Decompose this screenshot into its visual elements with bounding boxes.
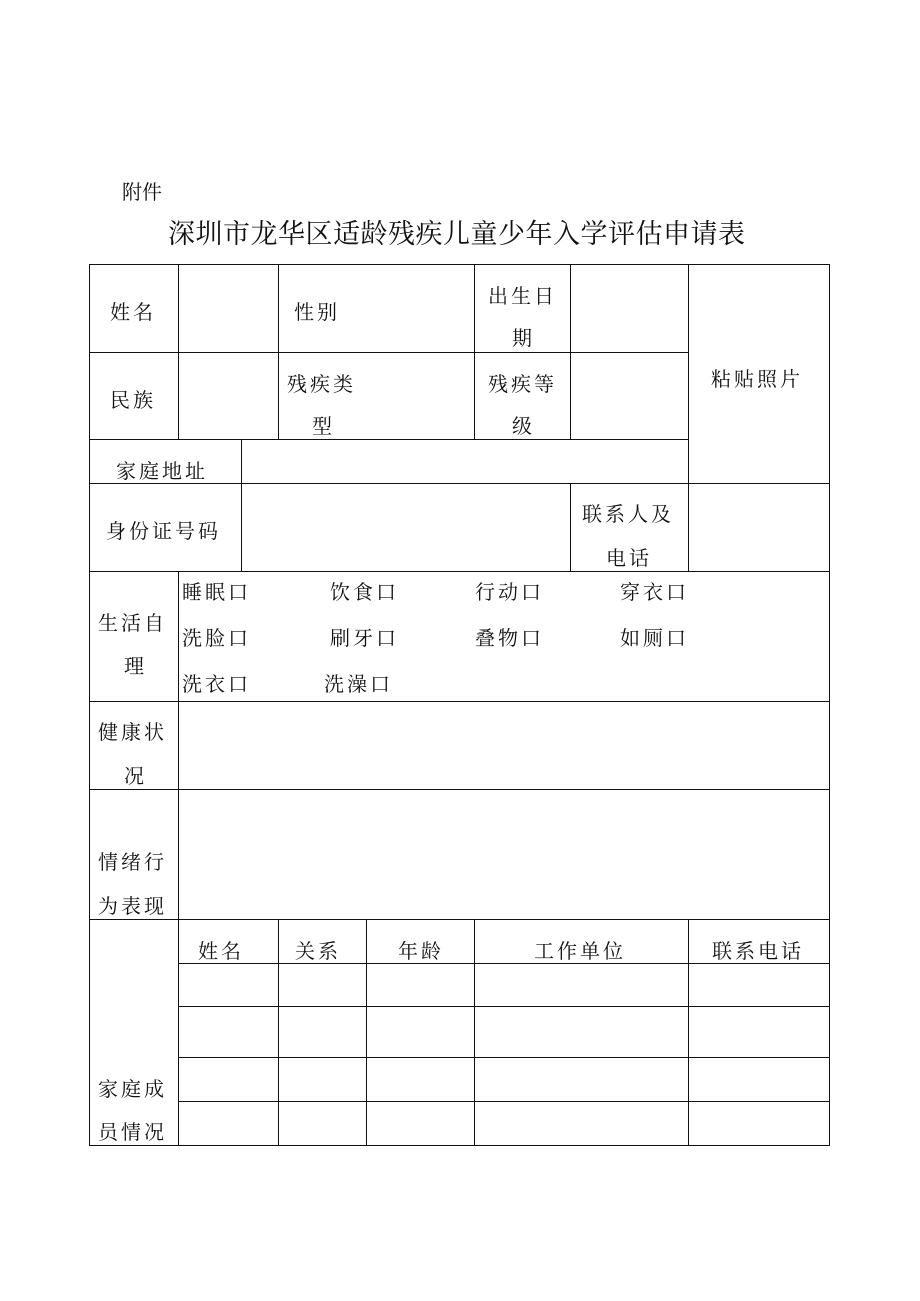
- table-border-bottom: [89, 1145, 830, 1146]
- gender-label: 性别: [294, 300, 340, 324]
- disability-level-label-line1: 残疾等: [488, 372, 557, 396]
- family-col-divider: [278, 919, 279, 1146]
- birth-date-label-line2: 期: [512, 326, 535, 350]
- self-care-label-line1: 生活自: [98, 611, 167, 635]
- attachment-label: 附件: [122, 180, 162, 204]
- id-number-value-field[interactable]: [242, 484, 570, 571]
- photo-label: 粘贴照片: [711, 367, 803, 391]
- health-value-field[interactable]: [179, 702, 829, 789]
- contact-label-line1: 联系人及: [582, 502, 674, 526]
- family-col-divider: [474, 919, 475, 1146]
- self-care-option-face-washing[interactable]: 洗脸口: [182, 626, 251, 650]
- family-row-divider: [178, 1006, 830, 1007]
- self-care-option-eating[interactable]: 饮食口: [330, 580, 399, 604]
- page-title: 深圳市龙华区适龄残疾儿童少年入学评估申请表: [168, 219, 746, 250]
- emotion-value-field[interactable]: [179, 790, 829, 919]
- disability-type-label-line1: 残疾类: [287, 372, 356, 396]
- family-row-divider: [178, 1101, 830, 1102]
- disability-level-label-line2: 级: [512, 414, 535, 438]
- family-col-divider: [366, 919, 367, 1146]
- contact-label-line2: 电话: [606, 546, 652, 570]
- health-label-line2: 况: [124, 764, 147, 788]
- family-header-age: 年龄: [398, 939, 444, 963]
- ethnicity-value-field[interactable]: [179, 353, 278, 439]
- family-header-employer: 工作单位: [534, 939, 626, 963]
- row-divider: [89, 571, 830, 572]
- disability-type-value-field[interactable]: [370, 353, 474, 439]
- gender-value-field[interactable]: [350, 265, 474, 352]
- col-divider: [278, 264, 279, 440]
- emotion-label-line2: 为表现: [98, 894, 167, 918]
- self-care-option-folding[interactable]: 叠物口: [475, 626, 544, 650]
- id-number-label: 身份证号码: [106, 519, 221, 543]
- address-value-field[interactable]: [242, 440, 688, 483]
- table-border-right: [829, 264, 830, 1146]
- disability-type-label-line2: 型: [312, 414, 335, 438]
- ethnicity-label: 民族: [110, 388, 156, 412]
- family-label-line2: 员情况: [98, 1120, 167, 1144]
- self-care-option-mobility[interactable]: 行动口: [475, 580, 544, 604]
- birth-date-value-field[interactable]: [571, 265, 688, 352]
- col-divider: [474, 264, 475, 440]
- self-care-label-line2: 理: [124, 654, 147, 678]
- disability-level-value-field[interactable]: [571, 353, 688, 439]
- self-care-option-tooth-brushing[interactable]: 刷牙口: [330, 626, 399, 650]
- name-value-field[interactable]: [179, 265, 278, 352]
- health-label-line1: 健康状: [98, 720, 167, 744]
- self-care-option-sleep[interactable]: 睡眠口: [182, 580, 251, 604]
- self-care-option-bathing[interactable]: 洗澡口: [324, 672, 393, 696]
- self-care-option-laundry[interactable]: 洗衣口: [182, 672, 251, 696]
- family-header-name: 姓名: [198, 939, 244, 963]
- emotion-label-line1: 情绪行: [98, 850, 167, 874]
- address-label: 家庭地址: [116, 459, 208, 483]
- table-border-left: [89, 264, 90, 1146]
- col-divider: [570, 483, 571, 572]
- family-col-divider: [688, 919, 689, 1146]
- self-care-option-dressing[interactable]: 穿衣口: [620, 580, 689, 604]
- family-header-phone: 联系电话: [712, 939, 804, 963]
- contact-phone-value-field[interactable]: [689, 484, 829, 571]
- family-header-relation: 关系: [295, 939, 341, 963]
- birth-date-label-line1: 出生日: [488, 284, 557, 308]
- name-label: 姓名: [110, 300, 156, 324]
- self-care-option-toileting[interactable]: 如厕口: [620, 626, 689, 650]
- family-row-divider: [178, 1057, 830, 1058]
- row-divider: [89, 919, 830, 920]
- family-label-line1: 家庭成: [98, 1077, 167, 1101]
